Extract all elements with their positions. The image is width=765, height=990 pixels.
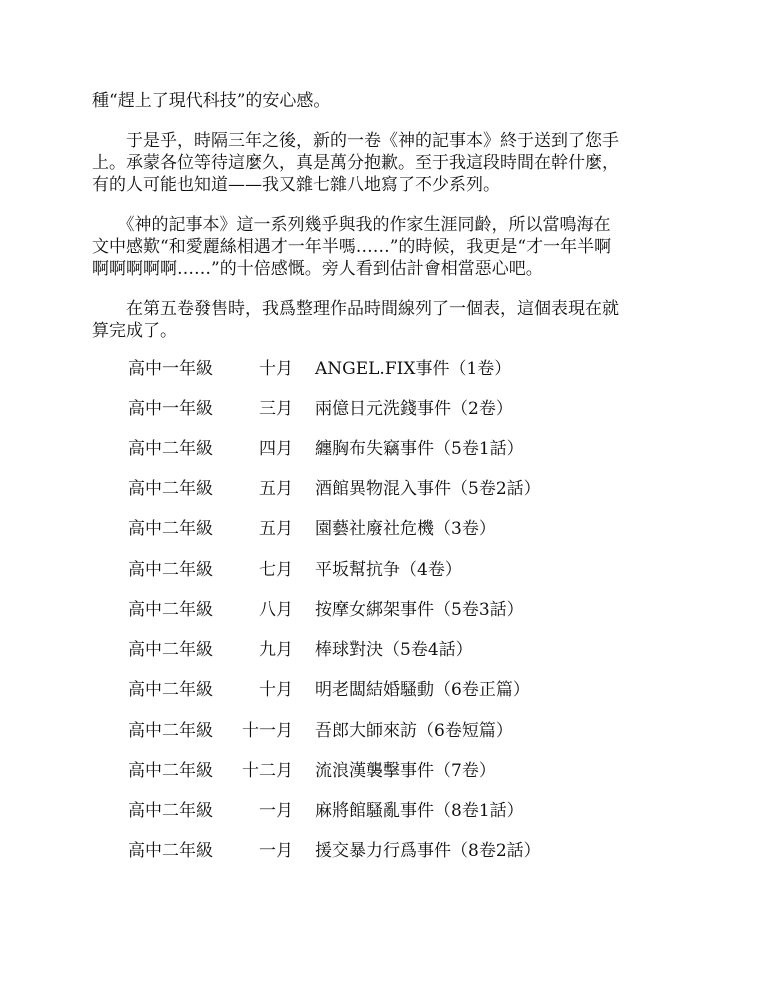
timeline-month: 七月: [259, 560, 293, 580]
timeline-row: [0, 839, 765, 863]
timeline-grade: 高中一年級: [128, 359, 213, 379]
timeline-event: 明老闆結婚騷動（6卷正篇）: [315, 680, 530, 700]
timeline-month: 四月: [259, 439, 293, 459]
timeline-grade: 高中二年級: [128, 560, 213, 580]
timeline-month: 八月: [259, 600, 293, 620]
timeline-month: 十一月: [242, 721, 293, 741]
paragraph-timeline-intro: [92, 298, 674, 342]
text-line: 在第五卷發售時，我爲整理作品時間線列了一個表，這個表現在就: [92, 299, 619, 319]
timeline-row: [0, 638, 765, 662]
timeline-event: 纏胸布失竊事件（5卷1話）: [315, 439, 524, 459]
timeline-month: 九月: [259, 640, 293, 660]
timeline-grade: 高中二年級: [128, 600, 213, 620]
timeline-month: 一月: [259, 841, 293, 861]
text-line: 算完成了。: [92, 321, 177, 341]
timeline-event: 援交暴力行爲事件（8卷2話）: [315, 841, 541, 861]
timeline-row: [0, 517, 765, 541]
timeline-grade: 高中二年級: [128, 640, 213, 660]
text-line: 于是乎，時隔三年之後，新的一卷《神的記事本》終于送到了您手: [92, 131, 619, 151]
timeline-month: 三月: [259, 399, 293, 419]
paragraph-intro-end: [92, 90, 674, 112]
text-line: 有的人可能也知道——我又雜七雜八地寫了不少系列。: [92, 175, 500, 195]
timeline-event: 酒館異物混入事件（5卷2話）: [315, 479, 541, 499]
timeline-month: 十月: [259, 680, 293, 700]
timeline-month: 十二月: [242, 761, 293, 781]
timeline-month: 一月: [259, 801, 293, 821]
timeline-row: [0, 799, 765, 823]
timeline-row: [0, 759, 765, 783]
timeline-grade: 高中二年級: [128, 721, 213, 741]
paragraph-three-years: [92, 130, 674, 196]
timeline-event: 園藝社廢社危機（3卷）: [315, 519, 496, 539]
timeline-row: [0, 437, 765, 461]
timeline-row: [0, 477, 765, 501]
timeline-event: 麻將館騷亂事件（8卷1話）: [315, 801, 524, 821]
timeline-grade: 高中二年級: [128, 841, 213, 861]
paragraph-series-age: [92, 214, 674, 280]
timeline-grade: 高中二年級: [128, 680, 213, 700]
timeline-month: 五月: [259, 519, 293, 539]
timeline-grade: 高中二年級: [128, 439, 213, 459]
timeline-event: 平坂幫抗争（4卷）: [315, 560, 462, 580]
timeline-grade: 高中二年級: [128, 519, 213, 539]
timeline-row: [0, 598, 765, 622]
timeline-grade: 高中二年級: [128, 801, 213, 821]
text-line: 上。承蒙各位等待這麼久，真是萬分抱歉。至于我這段時間在幹什麼，: [92, 153, 619, 173]
timeline-grade: 高中二年級: [128, 479, 213, 499]
timeline-row: [0, 397, 765, 421]
timeline-row: [0, 719, 765, 743]
timeline-event: 棒球對決（5卷4話）: [315, 640, 473, 660]
text-line: 文中感歎“和愛麗絲相遇才一年半嗎……”的時候，我更是“才一年半啊: [92, 237, 612, 257]
timeline-event: ANGEL.FIX事件（1卷）: [315, 359, 512, 379]
timeline-month: 五月: [259, 479, 293, 499]
timeline-event: 按摩女綁架事件（5卷3話）: [315, 600, 524, 620]
timeline-row: [0, 678, 765, 702]
timeline-event: 流浪漢襲擊事件（7卷）: [315, 761, 496, 781]
text-line: 種“趕上了現代科技”的安心感。: [92, 91, 331, 111]
timeline-row: [0, 357, 765, 381]
timeline-event: 吾郎大師來訪（6卷短篇）: [315, 721, 513, 741]
timeline-grade: 高中一年級: [128, 399, 213, 419]
timeline-grade: 高中二年級: [128, 761, 213, 781]
timeline-row: [0, 558, 765, 582]
text-line: 《神的記事本》這一系列幾乎與我的作家生涯同齡，所以當鳴海在: [92, 215, 611, 235]
timeline-event: 兩億日元洗錢事件（2卷）: [315, 399, 513, 419]
text-line: 啊啊啊啊啊……”的十倍感慨。旁人看到估計會相當惡心吧。: [92, 259, 543, 279]
timeline-month: 十月: [259, 359, 293, 379]
